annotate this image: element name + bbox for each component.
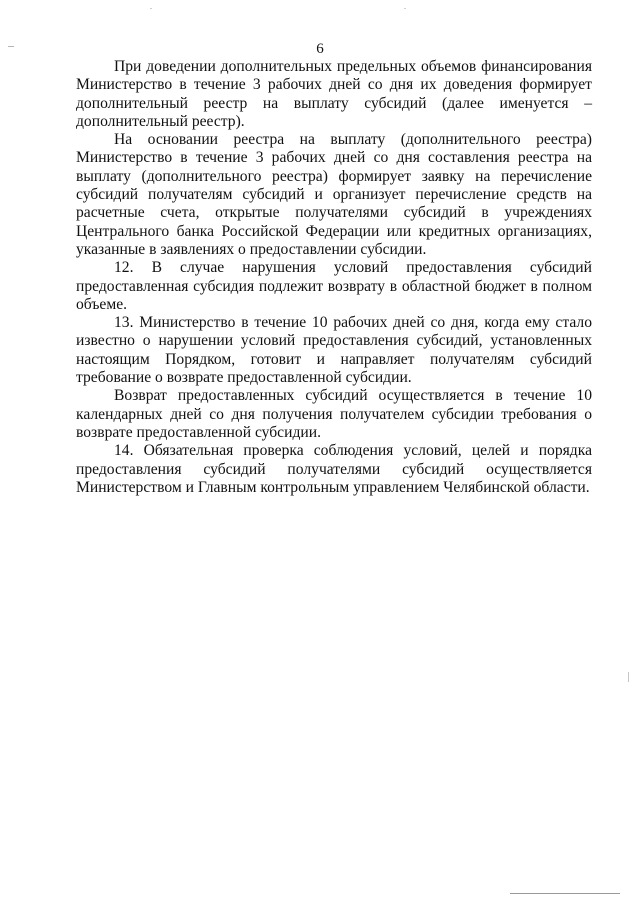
paragraph-payment-request: На основании реестра на выплату (дополнительного реестра) Министерство в течение 3 рабочих дней со дня составления реестра на выплату (дополнительного реестра) формирует заявку на перечисление субсидий получателям субсидий и организует перечисление средств на расчетные счета, открытые получателями субсидий в учреждениях Центрального банка Российской Федерации или кредитных организациях, указанные в заявлениях о предоставлении субсидии.	[76, 131, 592, 258]
paragraph-13-refund-demand: 13. Министерство в течение 10 рабочих дней со дня, когда ему стало известно о нарушении условий предоставления субсидий, установленных настоящим Порядком, готовит и направляет получателям субсидий требование о возврате предоставленной субсидии.	[76, 314, 592, 387]
document-body	[76, 58, 592, 497]
paragraph-12-refund: 12. В случае нарушения условий предоставления субсидий предоставленная субсидия подлежит возврату в областной бюджет в полном объеме.	[76, 259, 592, 313]
scan-artifact	[404, 8, 406, 9]
scan-artifact	[628, 672, 629, 682]
page-number: 6	[316, 41, 324, 57]
paragraph-14-audit: 14. Обязательная проверка соблюдения условий, целей и порядка предоставления субсидий получателями субсидий осуществляется Министерством и Главным контрольным управлением Челябинской области.	[76, 442, 592, 496]
paragraph-additional-registry: При доведении дополнительных предельных объемов финансирования Министерство в течение 3 рабочих дней со дня их доведения формирует дополнительный реестр на выплату субсидий (далее именуется – дополнительный реестр).	[76, 58, 592, 130]
paragraph-refund-term: Возврат предоставленных субсидий осуществляется в течение 10 календарных дней со дня получения получателем субсидии требования о возврате предоставленной субсидии.	[76, 387, 592, 441]
scan-artifact	[150, 8, 152, 9]
footer-rule	[510, 893, 620, 894]
